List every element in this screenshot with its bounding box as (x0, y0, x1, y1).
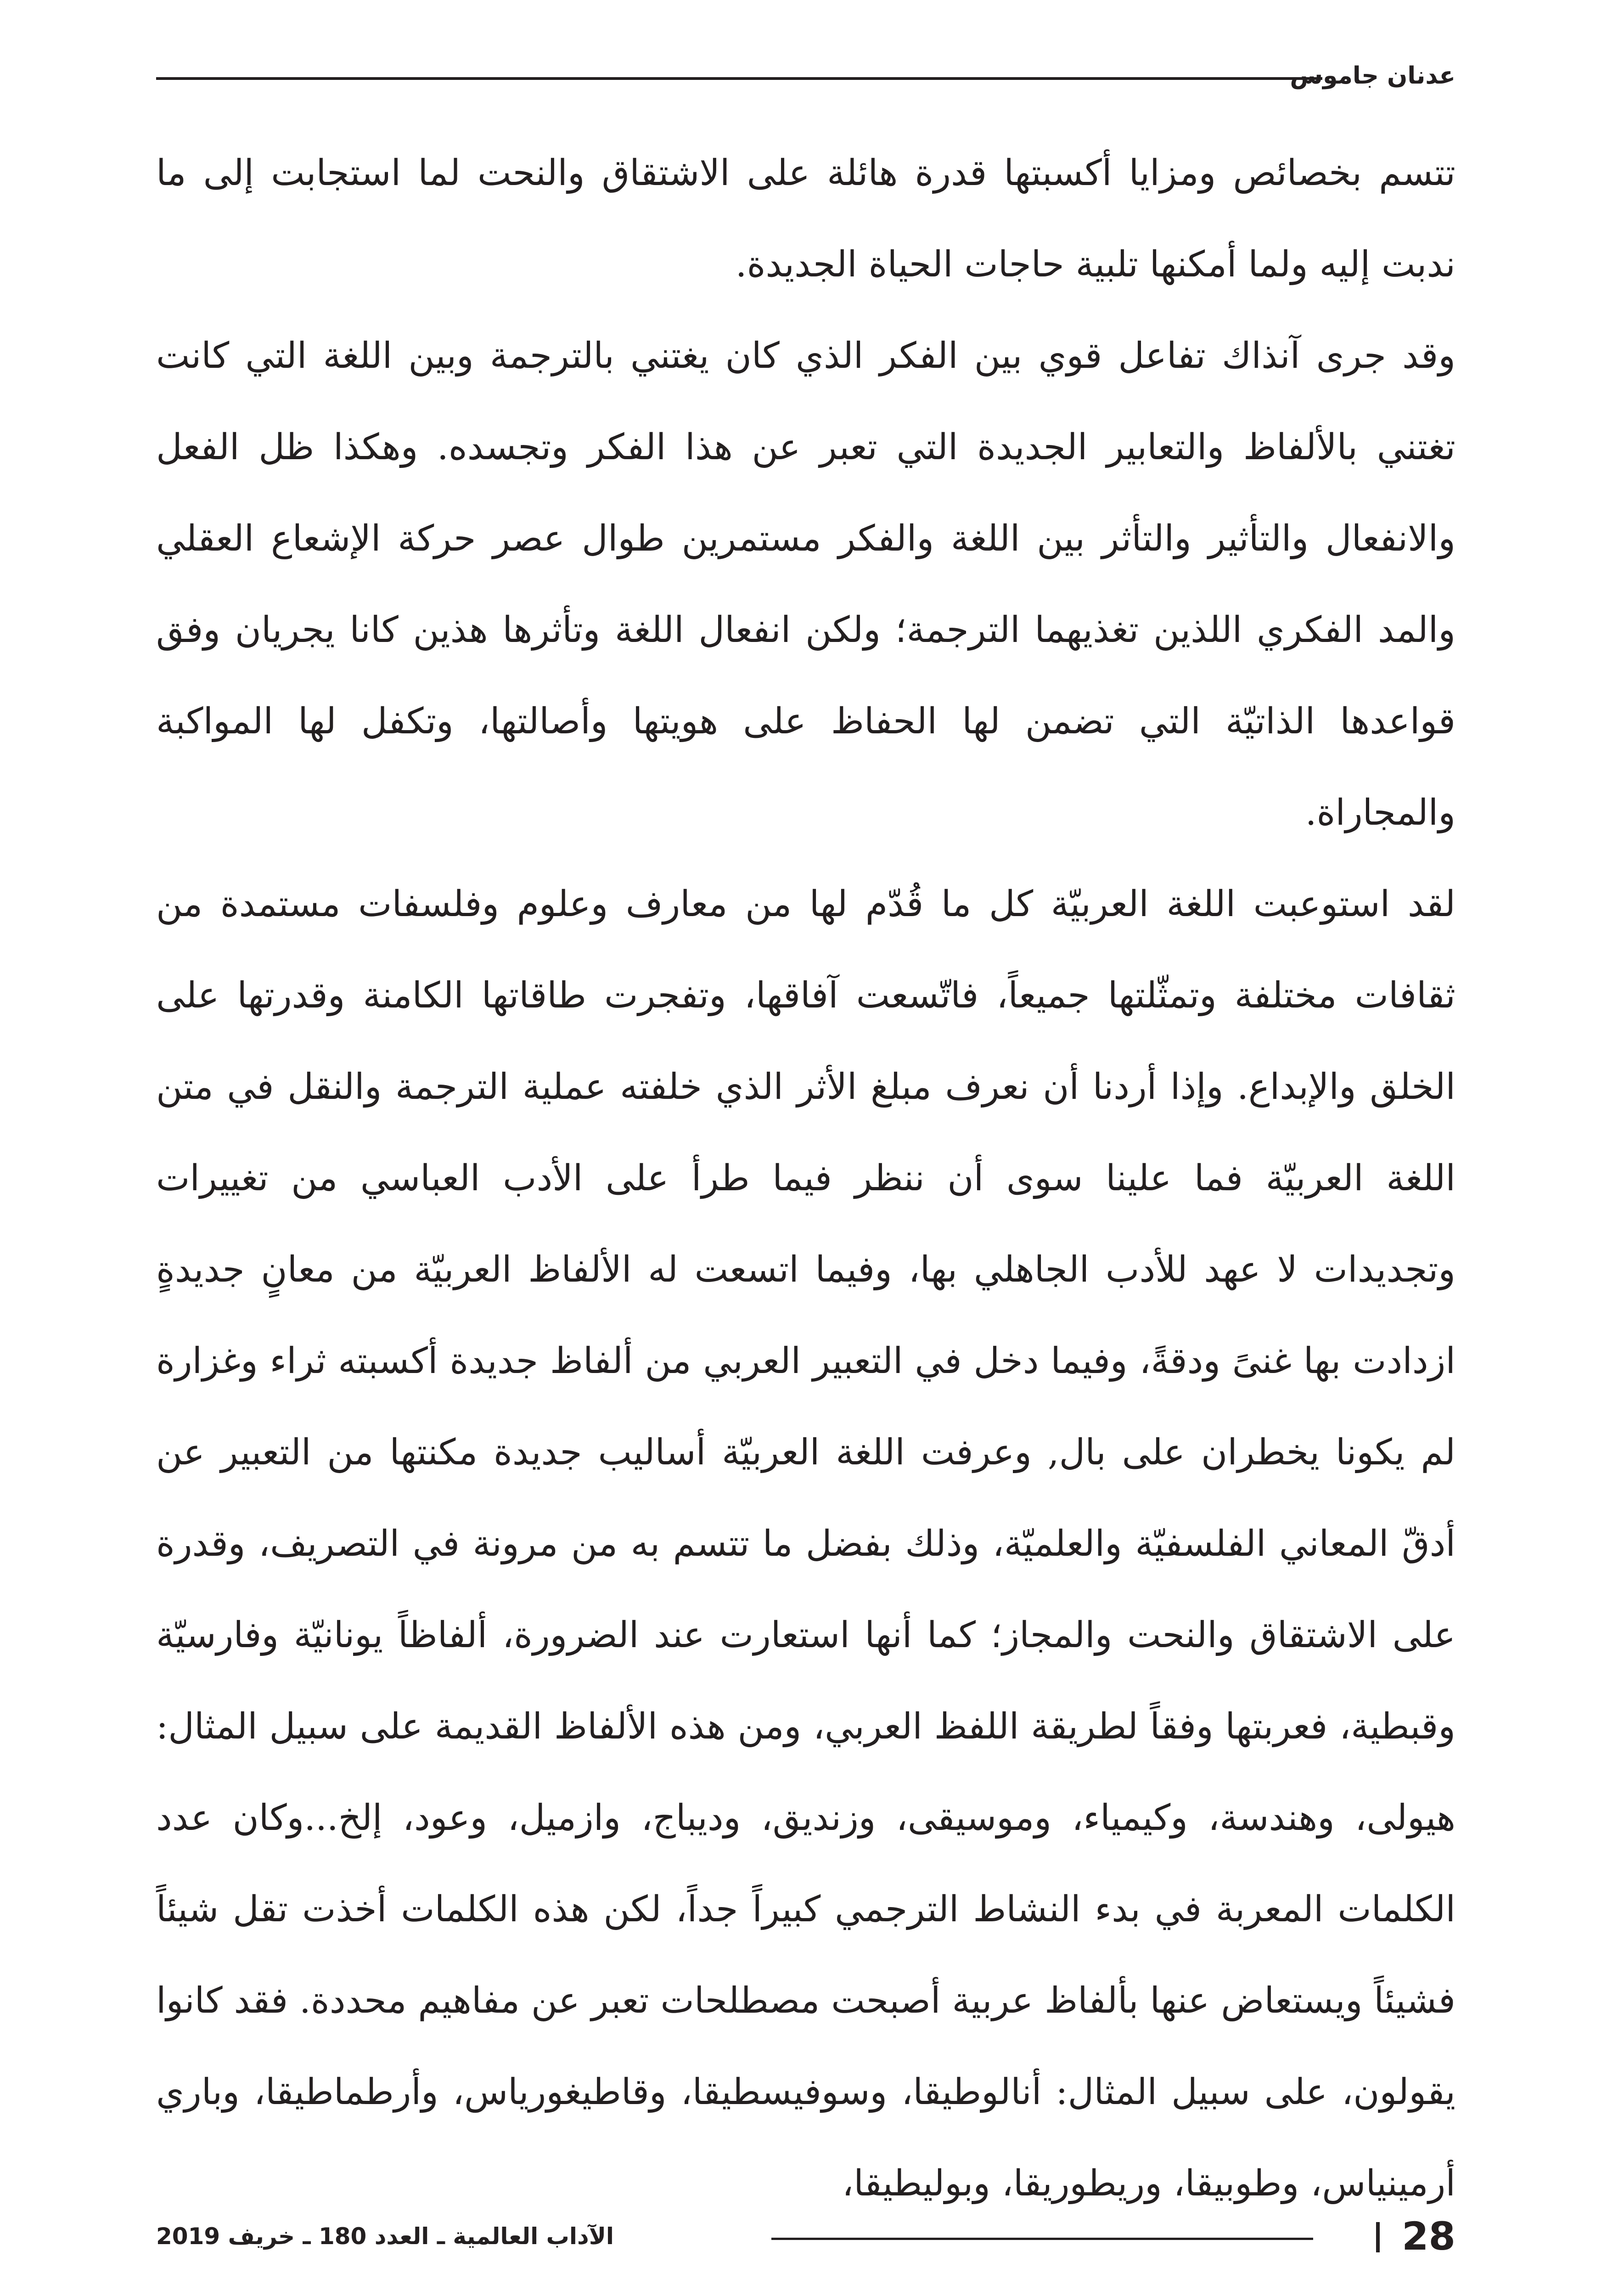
page-number: 28 (1402, 2214, 1455, 2259)
running-header (156, 51, 1455, 101)
paragraph-3: لقد استوعبت اللغة العربيّة كل ما قُدّم لها من معارف وعلوم وفلسفات مستمدة من ثقافات مختلفة وتمثّلتها جميعاً، فاتّسعت آفاقها، وتفجرت طاقاتها الكامنة وقدرتها على الخلق والإبداع. وإذا أردنا أن نعرف مبلغ الأثر الذي خلفته عملية الترجمة والنقل في متن اللغة العربيّة فما علينا سوى أن ننظر فيما طرأ على الأدب العباسي من تغييرات وتجديدات لا عهد للأدب الجاهلي بها، وفيما اتسعت له الألفاظ العربيّة من معانٍ جديدةٍ ازدادت بها غنىً ودقةً، وفيما دخل في التعبير العربي من ألفاظ جديدة أكسبته ثراء وغزارة لم يكونا يخطران على بال, وعرفت اللغة العربيّة أساليب جديدة مكنتها من التعبير عن أدقّ المعاني الفلسفيّة والعلميّة، وذلك بفضل ما تتسم به من مرونة في التصريف، وقدرة على الاشتقاق والنحت والمجاز؛ كما أنها استعارت عند الضرورة، ألفاظاً يونانيّة وفارسيّة وقبطية، فعربتها وفقاً لطريقة اللفظ العربي، ومن هذه الألفاظ القديمة على سبيل المثال: هيولى، وهندسة، وكيمياء، وموسيقى، وزنديق، وديباج، وازميل، وعود، إلخ...وكان عدد الكلمات المعربة في بدء النشاط الترجمي كبيراً جداً، لكن هذه الكلمات أخذت تقل شيئاً فشيئاً ويستعاض عنها بألفاظ عربية أصبحت مصطلحات تعبر عن مفاهيم محددة. فقد كانوا يقولون، على سبيل المثال: أنالوطيقا، وسوفيسطيقا، وقاطيغورياس، وأرطماطيقا، وباري أرمينياس، وطوبيقا، وريطوريقا، وبوليطيقا، (156, 884, 1455, 2204)
page-footer (156, 2211, 1455, 2262)
footer-separator-bar (1376, 2222, 1380, 2252)
header-author: عدنان جاموس (1290, 62, 1455, 90)
article-body (156, 128, 1455, 2229)
footer-rule (771, 2238, 1313, 2240)
paragraph-2: وقد جرى آنذاك تفاعل قوي بين الفكر الذي كان يغتني بالترجمة وبين اللغة التي كانت تغتني بالألفاظ والتعابير الجديدة التي تعبر عن هذا الفكر وتجسده. وهكذا ظل الفعل والانفعال والتأثير والتأثر بين اللغة والفكر مستمرين طوال عصر حركة الإشعاع العقلي والمد الفكري اللذين تغذيهما الترجمة؛ ولكن انفعال اللغة وتأثرها هذين كانا يجريان وفق قواعدها الذاتيّة التي تضمن لها الحفاظ على هويتها وأصالتها، وتكفل لها المواكبة والمجاراة. (156, 335, 1455, 833)
journal-info: الآداب العالمية ـ العدد 180 ـ خريف 2019 (156, 2223, 614, 2250)
paragraph-1: تتسم بخصائص ومزايا أكسبتها قدرة هائلة على الاشتقاق والنحت لما استجابت إلى ما ندبت إليه ولما أمكنها تلبية حاجات الحياة الجديدة. (156, 152, 1455, 285)
header-rule (156, 77, 1322, 80)
